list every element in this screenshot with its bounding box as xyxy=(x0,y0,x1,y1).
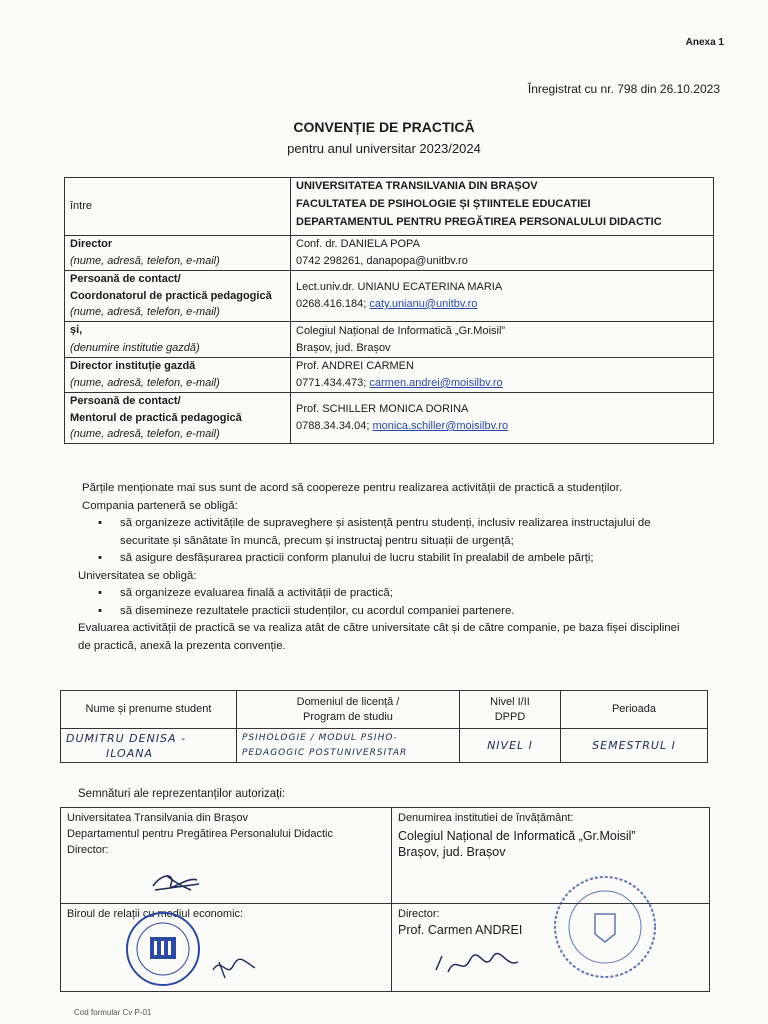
bullet-icon: ▪ xyxy=(98,604,103,617)
contact-hint: (nume, adresă, telefon, e-mail) xyxy=(70,306,220,318)
paragraph: Universitatea se obligă: xyxy=(78,569,197,582)
department-name: Departamentul pentru Pregătirea Personalului Didactic xyxy=(67,828,333,840)
bullet-icon: ▪ xyxy=(98,552,103,564)
mentor-name: Prof. SCHILLER MONICA DORINA xyxy=(296,403,469,415)
bullet-text: să disemineze rezultatele practicii studenților, cu acordul companiei partenere. xyxy=(120,604,515,617)
economic-office-cell xyxy=(61,904,392,992)
bullet-text: să asigure desfășurarea practicii conform planului de lucru stabilit în prealabil de ambele părți; xyxy=(120,552,594,564)
paragraph: Evaluarea activității de practică se va realiza atât de către universitate cât și de către companie, pe baza fișei disciplinei xyxy=(78,622,680,634)
period-value: SEMESTRUL I xyxy=(561,729,708,763)
economic-office-caption: Biroul de relații cu mediul economic: xyxy=(67,908,244,920)
document-subtitle: pentru anul universitar 2023/2024 xyxy=(287,141,481,156)
mentor-label: Persoană de contact/ xyxy=(70,395,181,407)
host-name: Colegiul Național de Informatică „Gr.Moisil” xyxy=(296,324,506,337)
host-director-signature-icon xyxy=(432,948,522,982)
bullet-icon: ▪ xyxy=(98,517,103,529)
director-signature-icon xyxy=(147,866,207,896)
bullet-text: să organizeze evaluarea finală a activității de practică; xyxy=(120,587,393,599)
coordinator-label: Coordonatorul de practică pedagogică xyxy=(70,290,272,302)
contact-cell xyxy=(65,271,291,322)
header-program-line: Program de studiu xyxy=(303,710,393,723)
school-stamp-icon xyxy=(550,872,660,982)
host-director-cell xyxy=(65,358,291,393)
paragraph: de practică, anexă la prezenta convenție. xyxy=(78,639,286,652)
university-line: UNIVERSITATEA TRANSILVANIA DIN BRAȘOV xyxy=(296,180,538,192)
parties-table xyxy=(64,177,714,444)
mentor-role-label: Mentorul de practică pedagogică xyxy=(70,412,242,424)
director-cell xyxy=(65,236,291,271)
header-period: Perioada xyxy=(561,691,708,729)
header-level-line: DPPD xyxy=(494,710,526,723)
host-director-value xyxy=(291,358,714,393)
annex-label: Anexa 1 xyxy=(685,37,724,48)
signatures-table xyxy=(60,807,710,992)
director-caption: Director: xyxy=(67,844,109,856)
director-name: Conf. dr. DANIELA POPA xyxy=(296,238,420,250)
host-cell xyxy=(65,322,291,358)
director-contact: 0742 298261, danapopa@unitbv.ro xyxy=(296,255,468,267)
institution-name: Colegiul Național de Informatică „Gr.Moisil” xyxy=(398,829,636,843)
institution-caption: Denumirea institutiei de învățământ: xyxy=(398,812,574,824)
program-line: PEDAGOGIC POSTUNIVERSITAR xyxy=(242,747,408,758)
bullet-text: securitate și sănătate în muncă, precum și instructaj pentru situații de urgență; xyxy=(120,534,514,547)
host-director-label: Director instituție gazdă xyxy=(70,360,196,372)
host-director-caption: Director: xyxy=(398,908,440,920)
document-title: CONVENȚIE DE PRACTICĂ xyxy=(293,119,475,135)
header-program xyxy=(237,691,460,729)
director-value xyxy=(291,236,714,271)
signatures-label: Semnături ale reprezentanților autorizați: xyxy=(78,788,286,800)
mentor-email-link[interactable]: monica.schiller@moisilbv.ro xyxy=(372,420,509,432)
student-name-line: DUMITRU DENISA - xyxy=(66,731,187,745)
university-stamp-icon xyxy=(123,909,203,989)
mentor-hint: (nume, adresă, telefon, e-mail) xyxy=(70,428,220,440)
university-line: FACULTATEA DE PSIHOLOGIE ȘI ȘTIINTELE EDUCATIEI xyxy=(296,198,591,210)
mentor-value xyxy=(291,393,714,444)
director-signature-cell xyxy=(392,904,710,992)
host-director-signatory: Prof. Carmen ANDREI xyxy=(398,923,523,937)
university-info xyxy=(291,178,714,236)
contact-phone: 0268.416.184; xyxy=(296,298,370,310)
header-level xyxy=(460,691,561,729)
institution-city: Brașov, jud. Brașov xyxy=(398,845,506,859)
director-label: Director xyxy=(70,238,113,250)
host-director-phone: 0771.434.473; xyxy=(296,377,370,389)
host-hint: (denumire institutie gazdă) xyxy=(70,342,200,354)
agreement-text xyxy=(78,480,718,655)
header-program-line: Domeniul de licență / xyxy=(296,695,400,708)
host-city: Brașov, jud. Brașov xyxy=(296,341,391,354)
level-value: NIVEL I xyxy=(460,729,561,763)
director-hint: (nume, adresă, telefon, e-mail) xyxy=(70,255,220,267)
mentor-phone: 0788.34.34.04; xyxy=(296,420,373,432)
contact-value xyxy=(291,271,714,322)
university-name: Universitatea Transilvania din Brașov xyxy=(67,812,248,824)
program-cell xyxy=(237,729,460,763)
paragraph: Părțile menționate mai sus sunt de acord să coopereze pentru realizarea activității de practică a studenților. xyxy=(82,482,623,494)
contact-name: Lect.univ.dr. UNIANU ECATERINA MARIA xyxy=(296,281,503,293)
header-student-name: Nume și prenume student xyxy=(61,691,237,729)
mentor-cell xyxy=(65,393,291,444)
office-signature-icon xyxy=(209,952,259,982)
contact-email-link[interactable]: caty.unianu@unitbv.ro xyxy=(369,298,478,310)
host-value xyxy=(291,322,714,358)
host-director-email-link[interactable]: carmen.andrei@moisilbv.ro xyxy=(369,377,503,389)
bullet-text: să organizeze activitățile de supraveghere și asistență pentru studenți, inclusiv realizarea instructajului de xyxy=(120,517,651,529)
university-line: DEPARTAMENTUL PENTRU PREGĂTIREA PERSONALULUI DIDACTIC xyxy=(296,216,662,228)
contact-label: Persoană de contact/ xyxy=(70,273,181,285)
university-signature-cell xyxy=(61,808,392,904)
host-director-hint: (nume, adresă, telefon, e-mail) xyxy=(70,377,220,389)
si-label: și, xyxy=(70,324,83,336)
bullet-icon: ▪ xyxy=(98,587,103,599)
paragraph: Compania parteneră se obligă: xyxy=(82,499,238,512)
registration-number: Înregistrat cu nr. 798 din 26.10.2023 xyxy=(527,82,720,96)
intre-label: între xyxy=(65,178,291,236)
student-table xyxy=(60,690,708,763)
host-director-name: Prof. ANDREI CARMEN xyxy=(296,360,414,372)
form-code: Cod formular Cv P-01 xyxy=(74,1008,152,1017)
header-level-line: Nivel I/II xyxy=(490,695,530,708)
student-name-cell xyxy=(61,729,237,763)
student-name-line: ILOANA xyxy=(106,746,153,760)
program-line: PSIHOLOGIE / MODUL PSIHO- xyxy=(242,732,398,743)
